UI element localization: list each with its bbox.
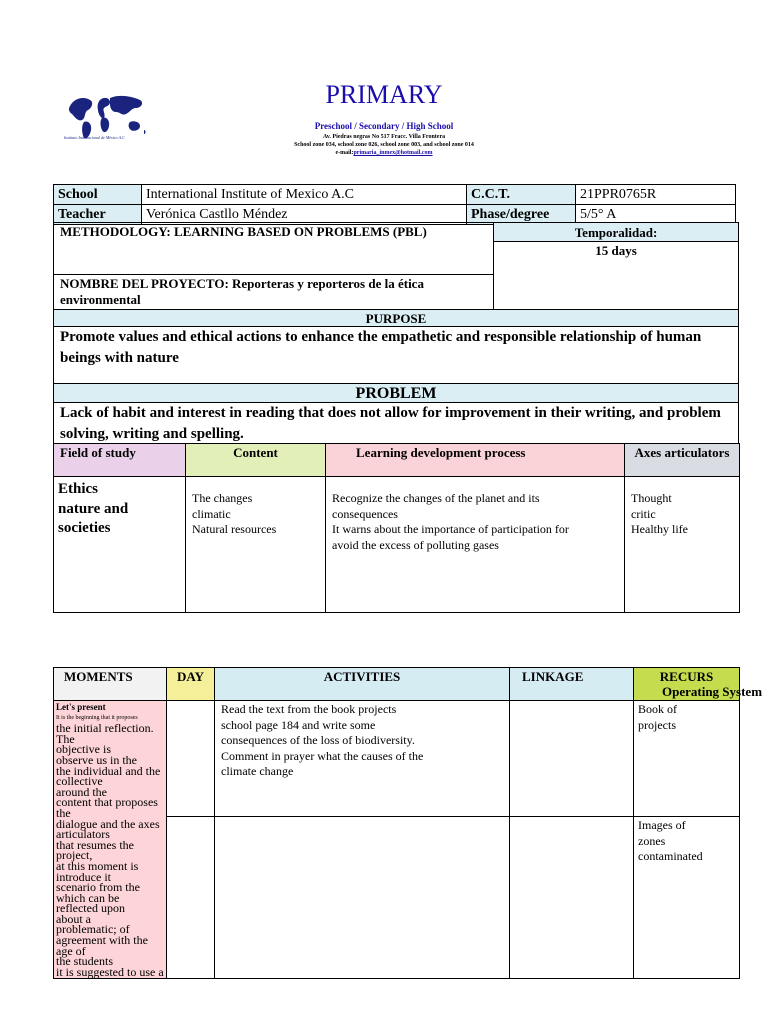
resource-cell	[634, 817, 740, 979]
moments-line: introduce it	[56, 869, 111, 884]
activity-cell	[215, 817, 510, 979]
address-line-2: School zone 034, school zone 026, school zone 003, and school zone 014	[294, 142, 474, 148]
phase-value: 5/5° A	[576, 205, 736, 225]
moments-line: it is suggested to use a	[56, 964, 164, 979]
moments-line: the individual and the collective	[56, 763, 161, 789]
activities-table	[53, 667, 763, 979]
axes-cell	[625, 477, 740, 613]
moments-line: that resumes the project,	[56, 837, 134, 863]
problem-text: Lack of habit and interest in reading that does not allow for improvement in their writing, and problem solving, writing and spelling.	[53, 402, 739, 444]
day-header: DAY	[167, 668, 215, 701]
process-line: Recognize the changes of the planet and its	[332, 491, 540, 505]
moments-line: about a	[56, 911, 91, 926]
learning-process-header: Learning development process	[326, 444, 625, 477]
page-title: PRIMARY	[325, 80, 443, 109]
content-header: Content	[186, 444, 326, 477]
moments-line: dialogue and the axes	[56, 816, 160, 831]
purpose-heading: PURPOSE	[53, 309, 739, 327]
field-line: Ethics	[58, 481, 99, 497]
activity-line: climate change	[221, 764, 294, 778]
school-info-table	[53, 184, 736, 225]
moments-description	[56, 713, 164, 978]
teacher-value: Verónica Castllo Méndez	[142, 205, 467, 225]
resource-line: projects	[638, 717, 676, 732]
activity-line: Comment in prayer what the causes of the	[221, 748, 424, 763]
moments-cell	[54, 701, 167, 979]
process-line: consequences	[332, 506, 398, 521]
cct-value: 21PPR0765R	[576, 185, 736, 205]
phase-label: Phase/degree	[467, 205, 576, 225]
cct-label: C.C.T.	[467, 185, 576, 205]
recurs-label: RECURS	[659, 669, 714, 684]
content-line: Natural resources	[192, 522, 277, 536]
axes-header: Axes articulators	[625, 444, 740, 477]
axes-line: critic	[631, 506, 656, 521]
activities-header: ACTIVITIES	[215, 668, 510, 701]
methodology: METHODOLOGY: LEARNING BASED ON PROBLEMS (PBL)	[53, 222, 494, 275]
field-line: nature and	[58, 500, 129, 517]
study-table	[53, 443, 740, 613]
resource-cell	[634, 701, 740, 817]
axes-line: Healthy life	[631, 522, 688, 536]
school-levels: Preschool / Secondary / High School	[314, 121, 454, 131]
school-value: International Institute of Mexico A.C	[142, 185, 467, 205]
resource-line: contaminated	[638, 849, 703, 864]
email-line	[0, 150, 768, 156]
content-line: climatic	[192, 506, 231, 521]
field-of-study-header: Field of study	[54, 444, 186, 477]
field-of-study-cell	[54, 477, 186, 613]
project-name: NOMBRE DEL PROYECTO: Reporteras y reporteros de la ética environmental	[53, 274, 494, 310]
moments-line: articulators	[56, 827, 110, 842]
resource-line: Book of	[638, 702, 677, 716]
activity-cell	[215, 701, 510, 817]
process-cell	[326, 477, 625, 613]
linkage-cell	[510, 701, 634, 817]
process-line: avoid the excess of polluting gases	[332, 537, 499, 552]
moments-line: the students	[56, 954, 113, 969]
moments-line: scenario from the	[56, 880, 140, 895]
school-label: School	[54, 185, 142, 205]
day-cell	[167, 817, 215, 979]
process-line: It warns about the importance of participation for	[332, 522, 569, 536]
linkage-header: LINKAGE	[510, 668, 634, 701]
resource-line: Images of	[638, 818, 686, 833]
problem-heading: PROBLEM	[53, 383, 739, 403]
moments-line: agreement with the age of	[56, 933, 148, 958]
recurs-sub: Operating System	[662, 684, 763, 699]
moments-line: content that proposes the	[56, 795, 158, 820]
field-line: societies	[58, 520, 111, 536]
purpose-text: Promote values and ethical actions to enhance the empathetic and responsible relationship of human beings with nature	[53, 326, 739, 384]
recurs-header	[634, 668, 763, 701]
logo-caption: Instituto Internacional de México A.C	[64, 135, 125, 140]
email-label: e-mail:	[335, 150, 354, 156]
moments-line: which can be reflected upon	[56, 890, 125, 916]
moments-title: Let's present	[56, 702, 106, 712]
linkage-cell	[510, 817, 634, 979]
moments-header: MOMENTS	[54, 668, 167, 701]
activity-line: school page 184 and write some	[221, 717, 376, 732]
day-cell	[167, 701, 215, 817]
moments-line: objective is	[56, 742, 111, 757]
address-line-1: Av. Piedras negras No 517 Fracc. Villa Frontera	[322, 134, 446, 140]
moments-line: observe us in the	[56, 752, 137, 767]
moments-line: around the	[56, 784, 107, 799]
activity-line: Read the text from the book projects	[221, 702, 397, 716]
moments-line: It is the beginning that it proposes	[56, 714, 138, 721]
teacher-label: Teacher	[54, 205, 142, 225]
resource-line: zones	[638, 833, 666, 848]
email-link[interactable]: primaria_inmex@hotmail.com	[353, 150, 433, 156]
content-cell	[186, 477, 326, 613]
moments-line: at this moment is	[56, 858, 139, 873]
moments-line: problematic; of	[56, 922, 130, 937]
activity-line: consequences of the loss of biodiversity.	[221, 733, 415, 747]
content-line: The changes	[192, 491, 253, 505]
temporalidad-value: 15 days	[493, 241, 739, 310]
temporalidad-label: Temporalidad:	[493, 222, 739, 242]
moments-line: the initial reflection. The	[56, 721, 154, 746]
axes-line: Thought	[631, 491, 672, 505]
